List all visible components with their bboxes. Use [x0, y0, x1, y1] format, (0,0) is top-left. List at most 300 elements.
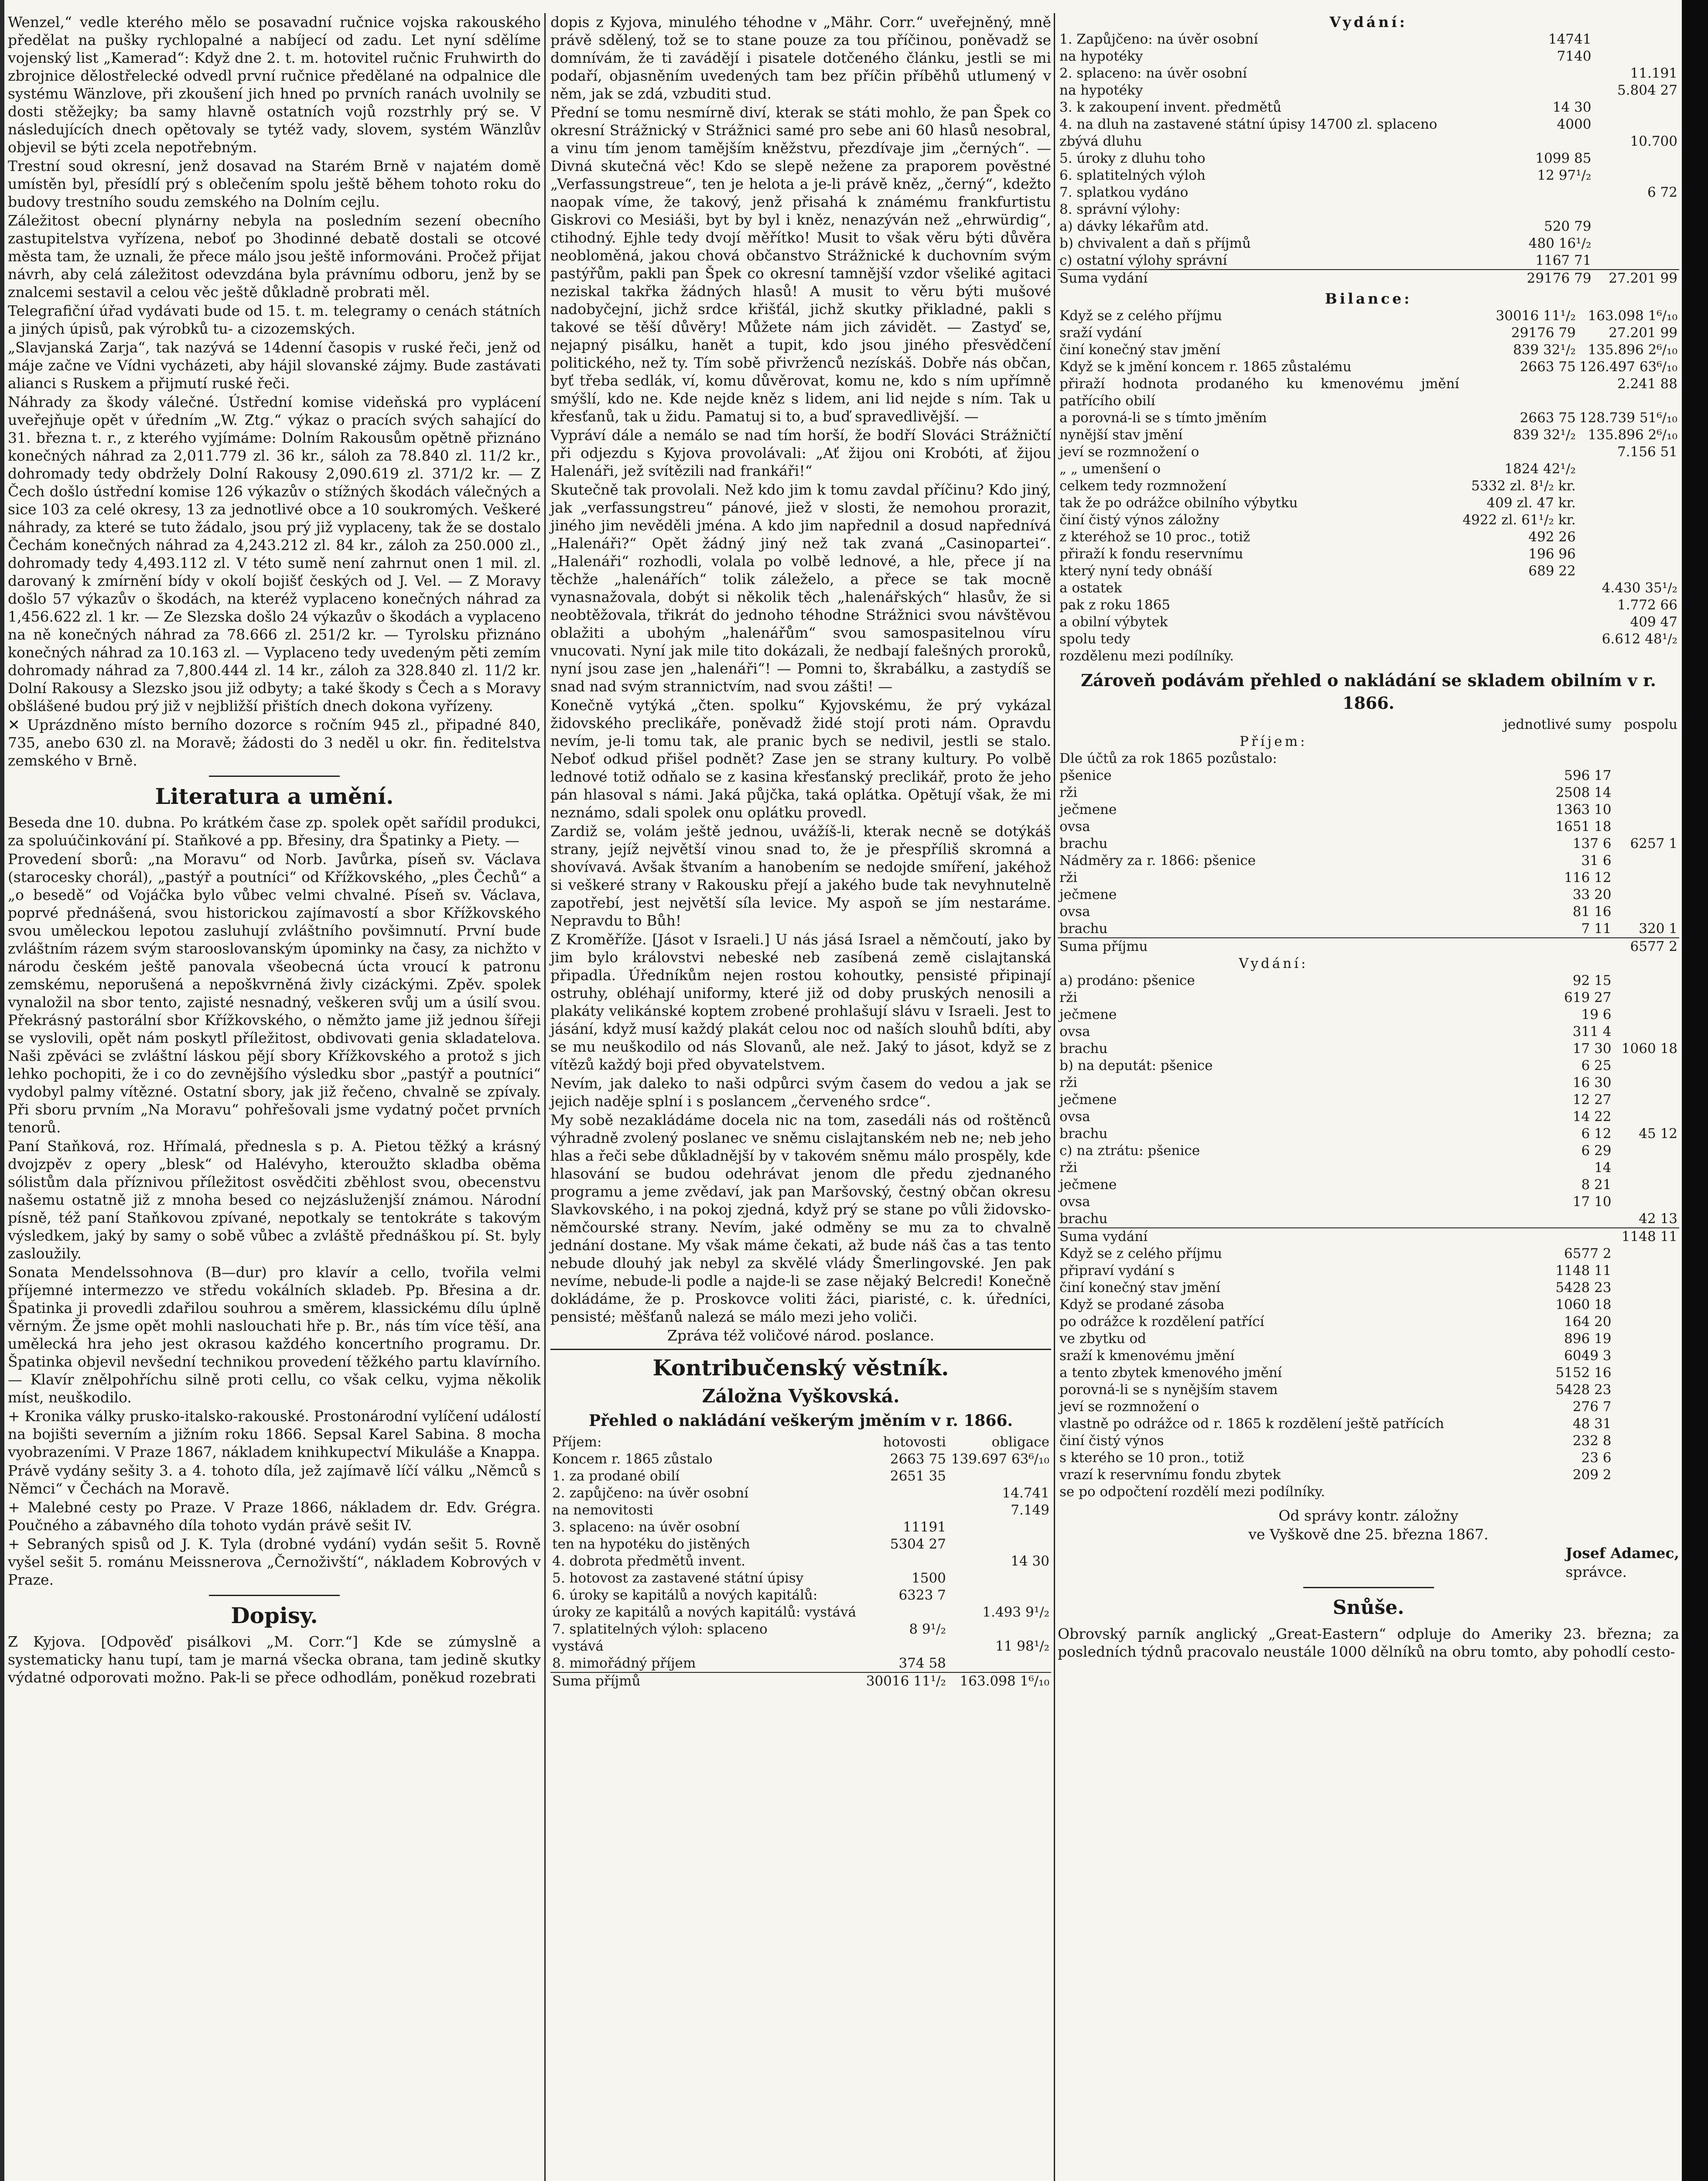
- table-cell: [1613, 767, 1679, 784]
- table-cell: [1578, 529, 1679, 546]
- table-cell: [1512, 201, 1593, 218]
- table-cell: 2. zapůjčeno: na úvěr osobní: [552, 1485, 749, 1501]
- table-header: Příjem:: [552, 1434, 602, 1450]
- table-cell: ve zbytku od: [1059, 1331, 1146, 1347]
- table-row: [1058, 82, 1679, 99]
- table-cell: b) chvivalent a daň s příjmů: [1059, 236, 1251, 251]
- table-row: [1058, 1467, 1679, 1484]
- table-row: [1058, 546, 1679, 563]
- table-cell: [1489, 750, 1613, 767]
- column-1: [8, 13, 541, 1687]
- section-title: Snůše.: [1332, 1596, 1404, 1619]
- table-cell: c) ostatní výlohy správní: [1059, 253, 1227, 268]
- section-divider: [550, 1349, 1051, 1350]
- table-cell: Koncem r. 1865 zůstalo: [552, 1451, 713, 1467]
- lit-paragraph: Paní Staňková, roz. Hřímalá, přednesla s p. A. Pietou těžký a krásný dvojzpěv z opery „blesk“ od Halévyho, kteroužto skladba oběma sólistům dala příznivou příležitost osvědčiti zběhlost svou, obecenstvu našemu ostatně již z mnoha besed co nejzásluženjší známou. Národní písně, též paní Staňkovou zpívané, nepotkaly se tentokráte s takovým výsledkem, jaký by samy o sobě vůbec a zvláště přednáškou pí. St. byly zasloužily.: [8, 1138, 541, 1262]
- table-cell: sraží vydání: [1059, 325, 1142, 341]
- table-cell: celkem tedy rozmnožení: [1059, 478, 1226, 494]
- table-cell: ovsa: [1059, 1109, 1090, 1125]
- table-cell: 7. splatkou vydáno: [1059, 185, 1189, 200]
- table-cell: 2651 35: [890, 1468, 946, 1484]
- table-row: [1058, 614, 1679, 631]
- table-row: [1058, 1040, 1679, 1057]
- table-row: [1058, 1484, 1679, 1501]
- table-row: [1058, 1279, 1679, 1296]
- grain-table: [1058, 716, 1679, 1501]
- table-row: [1058, 478, 1679, 495]
- lit-paragraph: Provedení sborů: „na Moravu“ od Norb. Javůrka, píseň sv. Václava (starocesky chorál), „pastýř a poutníci“ od Křížkovského, „ples Čechů“ a „o besedě“ od Vojáčka bylo vůbec velmi chvalné. Píseň sv. Václava, poprvé přednášená, svou historickou zajímavostí a sbor Křížkovského svou uměleckou lepotou zasluhují zvláštního povšimnutí. První bude zvláštním rázem svým starooslovanským úpominky na časy, za nichžto v národu českém ještě panovala všeobecná úcta vroucí k patronu zemskému, neporušená a nepoškvrněná živly cizáckými. Zpěv. spolek vynaložil na sbor tento, zajisté nesnadný, veškeren svůj um a úsilí svou. Překrásný pastorální sbor Křížkovského, o němžto jame již jednou šířeji se vyslovili, opět nám poskytl příležitost, obdivovati genia skladatelova. Naši zpěváci se zvláštní láskou pějí sbory Křížkovského a protož s jich lehko pochopiti, že i co do zevnějšího výsledku sbor „pastýř a poutníci“ vydobyl palmy vítězné. Ostatní sbory, jak již řečeno, chvalně se zpívaly. Při sboru prvním „Na Moravu“ pohřešovali jsme vydatný počet prvních tenorů.: [8, 851, 541, 1136]
- table-cell: Suma příjmů: [550, 1672, 863, 1690]
- table-row: [550, 1536, 1051, 1553]
- section-title: Literatura a umění.: [155, 783, 394, 809]
- table-cell: Suma vydání: [1058, 1228, 1489, 1245]
- table-cell: spolu tedy: [1059, 631, 1131, 647]
- table-cell: 14 30: [1011, 1553, 1049, 1569]
- table-cell: Když se k jmění koncem r. 1865 zůstalému: [1059, 359, 1352, 375]
- news-section: [8, 13, 541, 769]
- table-cell: 1.493 9¹/₂: [982, 1604, 1049, 1620]
- table-cell: [1593, 116, 1679, 133]
- table-cell: 5428 23: [1555, 1382, 1612, 1398]
- table-sum-row: [1058, 270, 1679, 287]
- table-cell: Suma vydání: [1058, 270, 1512, 287]
- table-cell: 196 96: [1528, 546, 1576, 562]
- table-cell: 6257 1: [1630, 836, 1677, 851]
- table-row: [1058, 529, 1679, 546]
- table-cell: ječmene: [1059, 1092, 1117, 1108]
- section-divider: [209, 776, 340, 777]
- table-row: [1058, 750, 1679, 767]
- table-heading: Přehled o nakládání veškerým jměním v r. 1866.: [588, 1412, 1013, 1430]
- table-cell: [1489, 1484, 1613, 1501]
- table-cell: [1593, 48, 1679, 65]
- table-cell: 163.098 1⁶/₁₀: [1588, 308, 1677, 324]
- table-cell: ovsa: [1059, 1194, 1090, 1210]
- table-cell: [1613, 801, 1679, 818]
- table-cell: 276 7: [1572, 1399, 1612, 1415]
- table-cell: 5. hotovost za zastavené státní úpisy: [552, 1570, 804, 1586]
- table-cell: 4. na dluh na zastavené státní úpisy 14700 zl. splaceno: [1059, 116, 1438, 132]
- table-cell: 137 6: [1572, 836, 1612, 851]
- table-cell: [1613, 1142, 1679, 1159]
- table-sum-row: [550, 1672, 1051, 1690]
- table-cell: 839 32¹/₂: [1513, 342, 1576, 358]
- table-cell: činí konečný stav jmění: [1059, 1280, 1220, 1296]
- table-cell: Nádměry za r. 1866: pšenice: [1059, 853, 1256, 868]
- table-cell: 209 2: [1572, 1467, 1612, 1483]
- table-cell: [1613, 1159, 1679, 1176]
- table-cell: [948, 1536, 1051, 1553]
- table-row: [550, 1655, 1051, 1672]
- table-cell: 1148 11: [1555, 1263, 1612, 1279]
- table-cell: 29176 79: [1511, 325, 1576, 341]
- table-row: [1058, 903, 1679, 920]
- table-row: [1058, 308, 1679, 325]
- table-cell: [1613, 869, 1679, 886]
- table-cell: [1578, 495, 1679, 512]
- table-cell: 6577 2: [1564, 1246, 1612, 1261]
- table-cell: [1593, 99, 1679, 116]
- table-cell: [1593, 150, 1679, 167]
- table-cell: brachu: [1059, 836, 1108, 851]
- table-cell: 839 32¹/₂: [1513, 427, 1576, 443]
- table-cell: [1613, 750, 1679, 767]
- literature-section: [8, 814, 541, 1589]
- table-heading: Zároveň podávám přehled o nakládání se skladem obilním v r. 1866.: [1081, 670, 1656, 713]
- column-2: [550, 13, 1051, 1690]
- news-paragraph: Obrovský parník anglický „Great-Eastern“ odpluje do Ameriky 23. března; za posledních týdnů pracovalo neustále 1000 dělníků na obru tomto, aby pohodlí cesto-: [1058, 1625, 1679, 1660]
- section-divider: [209, 1595, 340, 1596]
- table-cell: 92 15: [1572, 973, 1612, 988]
- letter-paragraph: Vypráví dále a nemálo se nad tím horší, že bodří Slováci Strážničtí při odjezdu s Kyjova provolávali: „Ať žijou oni Krobóti, ať žijou Halenáři, jež svítězili nad frankáři!“: [550, 427, 1051, 479]
- table-cell: 33 20: [1572, 887, 1612, 902]
- table-row: [550, 1621, 1051, 1638]
- table-row: [1058, 512, 1679, 529]
- table-cell: 6.612 48¹/₂: [1602, 631, 1677, 647]
- table-cell: vlastně po odrážce od r. 1865 k rozdělení ještě patřících: [1059, 1416, 1445, 1432]
- table-cell: 374 58: [898, 1655, 946, 1671]
- table-cell: 27.201 99: [1609, 325, 1677, 341]
- table-row: [1058, 818, 1679, 835]
- table-row: [1058, 1415, 1679, 1432]
- letter-paragraph: Z Kroměříže. [Jásot v Israeli.] U nás jásá Israel a němčoutí, jako by jim bylo královstvi nebeské neb zasíbená země cislajtanská připadla. Úředníkům nejen rostou kohoutky, pensisté připinají ostruhy, obléhají uniformy, které již od doby pruských nenosili a plakáty velikánské koptem zrobené prohlašují slávu v Israeli. Jest to jásání, když musí každý plakát celou noc od naších slouhů bdíti, aby se mu neuškodilo od nás Slovanů, ale než. Jaký to jásot, když se z vítězů každý boji před obyvatelstvem.: [550, 931, 1051, 1073]
- table-cell: 45 12: [1639, 1126, 1677, 1142]
- table-cell: 1148 11: [1613, 1228, 1679, 1245]
- table-cell: 619 27: [1564, 990, 1612, 1005]
- table-row: [550, 1451, 1051, 1468]
- table-row: [1058, 427, 1679, 444]
- table-cell: ten na hypotéku do jistěných: [552, 1536, 750, 1552]
- table-cell: činí čistý výnos záložny: [1059, 512, 1220, 528]
- table-cell: nynější stav jmění: [1059, 427, 1183, 443]
- table-row: [550, 1485, 1051, 1502]
- table-row: [1058, 150, 1679, 167]
- table-cell: [1613, 886, 1679, 903]
- table-cell: po odrážce k rozdělení patřící: [1059, 1314, 1264, 1330]
- table-cell: 23 6: [1581, 1450, 1612, 1466]
- table-cell: 1060 18: [1621, 1041, 1677, 1056]
- table-cell: 27.201 99: [1593, 270, 1679, 287]
- table-cell: a) dávky lékařům atd.: [1059, 219, 1209, 234]
- table-cell: 409 47: [1630, 614, 1677, 630]
- table-cell: „ „ umenšení o: [1059, 461, 1161, 477]
- table-cell: [1461, 580, 1577, 597]
- table-cell: [1613, 818, 1679, 835]
- table-row: [1058, 631, 1679, 648]
- table-cell: 81 16: [1572, 904, 1612, 920]
- table-cell: Dle účtů za rok 1865 pozůstalo:: [1059, 751, 1277, 766]
- table-cell: 29176 79: [1512, 270, 1593, 287]
- table-cell: [1613, 1023, 1679, 1040]
- lit-paragraph: + Sebraných spisů od J. K. Tyla (drobné vydání) vydán sešit 5. Rovně vyšel sešit 5. románu Meissnerova „Černoživští“, nákladem Kobrových v Praze.: [8, 1535, 541, 1588]
- income-table: [550, 1434, 1051, 1690]
- table-row: [1058, 1006, 1679, 1023]
- table-cell: 12 97¹/₂: [1537, 168, 1592, 183]
- table-cell: 320 1: [1639, 921, 1677, 937]
- table-cell: rži: [1059, 1160, 1078, 1176]
- table-row: [1058, 835, 1679, 852]
- table-cell: [1593, 167, 1679, 184]
- table-cell: 6 25: [1581, 1058, 1612, 1073]
- table-row: [1058, 972, 1679, 989]
- table-cell: na hypotéky: [1059, 48, 1143, 64]
- table-cell: [1613, 852, 1679, 869]
- table-cell: [1593, 218, 1679, 235]
- table-cell: [948, 1468, 1051, 1485]
- table-cell: z kteréhož se 10 proc., totiž: [1059, 529, 1250, 545]
- table-cell: brachu: [1059, 1211, 1108, 1227]
- table-cell: 4922 zl. 61¹/₂ kr.: [1462, 512, 1576, 528]
- letter-paragraph: My sobě nezakládáme docela nic na tom, zasedáli nás od roštěnců výhradně zvolený poslanec ve sněmu cislajtanském neb ne; neb jeho hlas a řeči sebe důkladnější by v takovém sněmu málo prospěly, kde hlasování se budou odehrávat jenom dle předu zjednaného programu a jeme zvědaví, jak pan Maršovský, čestný občan okresu Slavkovského, i na pokoj zjedná, když prý se stane po vůli židovsko-němčourské strany. Nevím, jaké odměny se mu za to chvalně jednání dostane. My však máme čekati, až bude náš čas a tas tento nebude dlouhý jak nebyl za skvělé vlády Šmerlingovské. Jen pak nevíme, nebude-li podle a najde-li se zase nějaký Belcredi! Konečně dokládáme, že p. Proskovce voliti žáci, piaristé, c. k. úředníci, pensisté; měšťanů nalezá se málo mezi jeho voliči.: [550, 1111, 1051, 1325]
- table-cell: Suma příjmu: [1058, 938, 1489, 955]
- table-cell: 11.191: [1630, 65, 1677, 81]
- news-paragraph: „Slavjanská Zarja“, tak nazývá se 14denní časopis v ruské řeči, jenž od máje začne ve Vídni vycházeti, aby hájil slovanské zájmy. Bude zastávati alianci s Ruskem a přijmutí ruské řeči.: [8, 339, 541, 392]
- table-cell: 1099 85: [1535, 150, 1592, 166]
- table-cell: ovsa: [1059, 904, 1090, 920]
- table-cell: b) na deputát: pšenice: [1059, 1058, 1213, 1073]
- table-cell: 6577 2: [1613, 938, 1679, 955]
- table-cell: 2663 75: [1520, 359, 1576, 375]
- table-row: [1058, 1296, 1679, 1313]
- table-row: [1058, 133, 1679, 150]
- table-cell: 5332 zl. 8¹/₂ kr.: [1471, 478, 1576, 494]
- table-cell: [1613, 784, 1679, 801]
- table-cell: Když se z celého příjmu: [1059, 308, 1222, 324]
- table-row: [1058, 1142, 1679, 1159]
- table-row: [1058, 1210, 1679, 1228]
- table-cell: 6. splatitelných výloh: [1059, 168, 1206, 183]
- table-cell: 42 13: [1639, 1211, 1677, 1227]
- table-row: [1058, 648, 1679, 665]
- table-cell: 1651 18: [1555, 819, 1612, 834]
- table-row: [1058, 1449, 1679, 1467]
- table-header: Vydání:: [1239, 956, 1308, 971]
- table-row: [1058, 1057, 1679, 1074]
- table-sum-row: [1058, 938, 1679, 955]
- table-row: [1058, 563, 1679, 580]
- table-cell: 6049 3: [1564, 1348, 1612, 1364]
- table-cell: a tento zbytek kmenového jmění: [1059, 1365, 1282, 1381]
- letter-paragraph: Nevím, jak daleko to naši odpůrci svým časem do vedou a jak se jejich naděje splní i s poslancem „červeného srdce“.: [550, 1075, 1051, 1110]
- table-cell: [1578, 648, 1679, 665]
- table-cell: [948, 1570, 1051, 1587]
- table-cell: [1578, 461, 1679, 478]
- table-cell: [1489, 1210, 1613, 1228]
- table-row: [550, 1570, 1051, 1587]
- table-cell: 7.156 51: [1617, 444, 1677, 460]
- table-row: [1058, 325, 1679, 342]
- table-cell: 14741: [1548, 31, 1592, 47]
- table-cell: zbývá dluhu: [1059, 133, 1142, 149]
- table-cell: tak že po odrážce obilního výbytku: [1059, 495, 1298, 511]
- letter-signature: Zpráva též voličové národ. poslance.: [667, 1327, 935, 1344]
- table-cell: ječmene: [1059, 1007, 1117, 1022]
- table-cell: [1613, 972, 1679, 989]
- table-cell: 480 16¹/₂: [1528, 236, 1592, 251]
- table-row: [550, 1638, 1051, 1655]
- table-cell: [1461, 648, 1577, 665]
- table-row: [1058, 852, 1679, 869]
- column-rule: [544, 13, 546, 2181]
- lit-paragraph: Beseda dne 10. dubna. Po krátkém čase zp. spolek opět sařídil produkci, za spoluúčinkování pí. Staňkové a pp. Břesiny, dra Špatinky a Piety. —: [8, 814, 541, 849]
- section-divider: [1303, 1587, 1434, 1588]
- table-row: [1058, 252, 1679, 270]
- table-cell: [1613, 989, 1679, 1006]
- table-cell: 17 30: [1572, 1041, 1612, 1056]
- table-cell: 6 29: [1581, 1143, 1612, 1159]
- section-title: Kontribučenský věstník.: [652, 1355, 949, 1381]
- table-cell: na nemovitosti: [552, 1502, 653, 1518]
- table-header: hotovosti: [883, 1434, 946, 1450]
- table-cell: 896 19: [1564, 1331, 1612, 1347]
- table-row: [1058, 869, 1679, 886]
- table-cell: 311 4: [1572, 1024, 1612, 1039]
- table-cell: 14.741: [1002, 1485, 1049, 1501]
- table-row: [1058, 767, 1679, 784]
- table-row: [1058, 1176, 1679, 1193]
- table-cell: brachu: [1059, 1126, 1108, 1142]
- signature-name: Josef Adamec,: [1565, 1545, 1679, 1562]
- table-cell: [1578, 563, 1679, 580]
- table-cell: 128.739 51⁶/₁₀: [1579, 410, 1677, 426]
- table-row: [1058, 1125, 1679, 1142]
- table-cell: [1613, 1074, 1679, 1091]
- table-heading: Vydání:: [1329, 14, 1407, 31]
- table-cell: 2508 14: [1555, 785, 1612, 800]
- table-row: [1058, 1193, 1679, 1210]
- table-header: obligace: [991, 1434, 1049, 1450]
- table-cell: 14 30: [1552, 99, 1592, 115]
- table-cell: 163.098 1⁶/₁₀: [948, 1672, 1051, 1690]
- table-cell: [948, 1519, 1051, 1536]
- table-row: [1058, 218, 1679, 235]
- table-row: [1058, 31, 1679, 48]
- table-cell: 116 12: [1564, 870, 1612, 885]
- table-cell: [1461, 444, 1577, 461]
- table-cell: 1.772 66: [1617, 597, 1677, 613]
- table-row: [1058, 597, 1679, 614]
- letter-paragraph: dopis z Kyjova, minulého téhodne v „Mähr. Corr.“ uveřejněný, mně právě sdělený, tož se to stane pouze za tou příčinou, poněvadž se domnívám, že ti zavádějí i pisatele dotčeného článku, jestli se mi podaří, objasněním uvedených tam bez příčin příběhů utlumený v něm, jak se zdá, vzbuditi stud.: [550, 14, 1051, 102]
- section-title: Dopisy.: [231, 1603, 318, 1628]
- table-cell: s kterého se 10 pron., totiž: [1059, 1450, 1244, 1466]
- table-row: [1058, 1108, 1679, 1125]
- table-cell: a) prodáno: pšenice: [1059, 973, 1195, 988]
- table-cell: který nyní tedy obnáší: [1059, 563, 1212, 579]
- table-cell: 5.804 27: [1617, 82, 1677, 98]
- table-row: [1058, 184, 1679, 201]
- table-cell: [1461, 376, 1577, 410]
- table-cell: [1593, 252, 1679, 270]
- table-row: [1058, 342, 1679, 359]
- table-row: [1058, 784, 1679, 801]
- table-cell: [1578, 478, 1679, 495]
- table-cell: 2. splaceno: na úvěr osobní: [1059, 65, 1247, 81]
- table-cell: 164 20: [1564, 1314, 1612, 1330]
- lit-paragraph: + Malebné cesty po Praze. V Praze 1866, nákladem dr. Edv. Grégra. Poučného a zábavného díla tohoto vydán právě sešit IV.: [8, 1499, 541, 1534]
- table-cell: 2663 75: [1520, 410, 1576, 426]
- table-cell: [1512, 133, 1593, 150]
- table-row: [1058, 580, 1679, 597]
- table-row: [1058, 444, 1679, 461]
- lit-paragraph: Právě vydány sešity 3. a 4. tohoto díla, jež zajímavě líčí válku „Němců s Němci“ v Čechách na Moravě.: [8, 1462, 541, 1497]
- table-row: [1058, 1313, 1679, 1330]
- table-cell: 139.697 63⁶/₁₀: [951, 1451, 1049, 1467]
- table-cell: 5. úroky z dluhu toho: [1059, 150, 1206, 166]
- subsection-title: Záložna Vyškovská.: [702, 1385, 900, 1407]
- column-3: [1058, 13, 1679, 1661]
- table-cell: a ostatek: [1059, 580, 1122, 596]
- table-cell: připraví vydání s: [1059, 1263, 1175, 1279]
- table-cell: 8. správní výlohy:: [1059, 202, 1181, 217]
- table-cell: 8 21: [1581, 1177, 1612, 1193]
- table-cell: 14 22: [1572, 1109, 1612, 1125]
- table-cell: 1060 18: [1555, 1297, 1612, 1313]
- table-cell: 7.149: [1011, 1502, 1049, 1518]
- table-row: [1058, 920, 1679, 938]
- letter-paragraph: Z Kyjova. [Odpověď pisálkovi „M. Corr.“] Kde se zúmyslně a systematicky hanu tupí, tam je marná všecka obrana, tam jedině skutky výdatné odporovati možno. Pak-li se přece odhodlám, poněkud rozebrati: [8, 1633, 541, 1686]
- table-cell: 4. dobrota předmětů invent.: [552, 1553, 745, 1569]
- table-cell: přiraží hodnota prodaného ku kmenovému jmění patřícího obilí: [1059, 376, 1459, 409]
- table-cell: [863, 1604, 948, 1621]
- signature-role: správce.: [1565, 1563, 1627, 1580]
- table-cell: 1. za prodané obilí: [552, 1468, 680, 1484]
- table-cell: sraží k kmenovému jmění: [1059, 1348, 1235, 1364]
- table-cell: [1593, 235, 1679, 252]
- table-cell: jeví se rozmnožení o: [1059, 444, 1199, 460]
- signature-line: Od správy kontr. záložny: [1278, 1507, 1459, 1524]
- table-cell: činí čistý výnos: [1059, 1433, 1164, 1449]
- table-cell: [948, 1587, 1051, 1604]
- table-cell: 3. splaceno: na úvěr osobní: [552, 1519, 740, 1535]
- table-cell: 10.700: [1630, 133, 1677, 149]
- table-row: [1058, 116, 1679, 133]
- news-paragraph: Záležitost obecní plynárny nebyla na posledním sezení obecního zastupitelstva vyřízena, neboť po 3hodinné debatě dostali se otcové města tam, že uznali, že přece málo jsou ještě informováni. Pročež přijat návrh, aby celá záležitost odevzdána byla právnímu odboru, jenž by se znalcemi sestavil a celou věc ještě důkladně probrati měl.: [8, 212, 541, 301]
- table-cell: 492 26: [1528, 529, 1576, 545]
- table-row: [1058, 1159, 1679, 1176]
- table-cell: [1613, 1176, 1679, 1193]
- letter-paragraph: Konečně vytýká „čten. spolku“ Kyjovskému, že prý vykázal židovského preclikáře, poněvadž židé stojí proti nám. Opravdu nevím, je-li tomu tak, ale pranic bych se nedivil, jestli se stalo. Neboť odkud přišel podnět? Zase jen se strany kultury. Po volbě lednové totiž odňalo se z kasina křesťanský preclikář, proto že jeho pán hlasoval s námi. Jaká půjčka, taká oplátka. Opětují však, že mi neznámo, sdali spolek onu oplátku provedl.: [550, 697, 1051, 821]
- table-cell: [863, 1553, 948, 1570]
- table-cell: 409 zl. 47 kr.: [1486, 495, 1576, 511]
- table-row: [1058, 461, 1679, 478]
- table-cell: 8 9¹/₂: [909, 1621, 946, 1637]
- table-cell: a porovná-li se s tímto jměním: [1059, 410, 1267, 426]
- table-cell: pšenice: [1059, 768, 1112, 783]
- table-cell: 48 31: [1572, 1416, 1612, 1432]
- table-cell: [1461, 631, 1577, 648]
- table-cell: 16 30: [1572, 1075, 1612, 1090]
- table-cell: 232 8: [1572, 1433, 1612, 1449]
- table-row: [1058, 1347, 1679, 1364]
- table-cell: 2.241 88: [1617, 376, 1677, 392]
- table-cell: ovsa: [1059, 819, 1090, 834]
- table-cell: úroky ze kapitálů a nových kapitálů: vystává: [552, 1604, 857, 1620]
- table-cell: [863, 1638, 948, 1655]
- table-cell: rži: [1059, 990, 1078, 1005]
- table-row: [1058, 1330, 1679, 1347]
- table-row: [1058, 495, 1679, 512]
- signature-line: ve Vyškově dne 25. března 1867.: [1248, 1526, 1489, 1543]
- table-row: [1058, 801, 1679, 818]
- news-paragraph: Telegrafiční úřad vydávati bude od 15. t. m. telegramy o cenách státních a jiných úpisů, pak výrobků tu- a cizozemských.: [8, 302, 541, 337]
- table-cell: [1593, 201, 1679, 218]
- table-row: [1058, 886, 1679, 903]
- balance-table: [1058, 308, 1679, 665]
- table-cell: rži: [1059, 1075, 1078, 1090]
- table-cell: Když se z celého příjmu: [1059, 1246, 1222, 1261]
- table-row: [1058, 376, 1679, 410]
- table-cell: [948, 1621, 1051, 1638]
